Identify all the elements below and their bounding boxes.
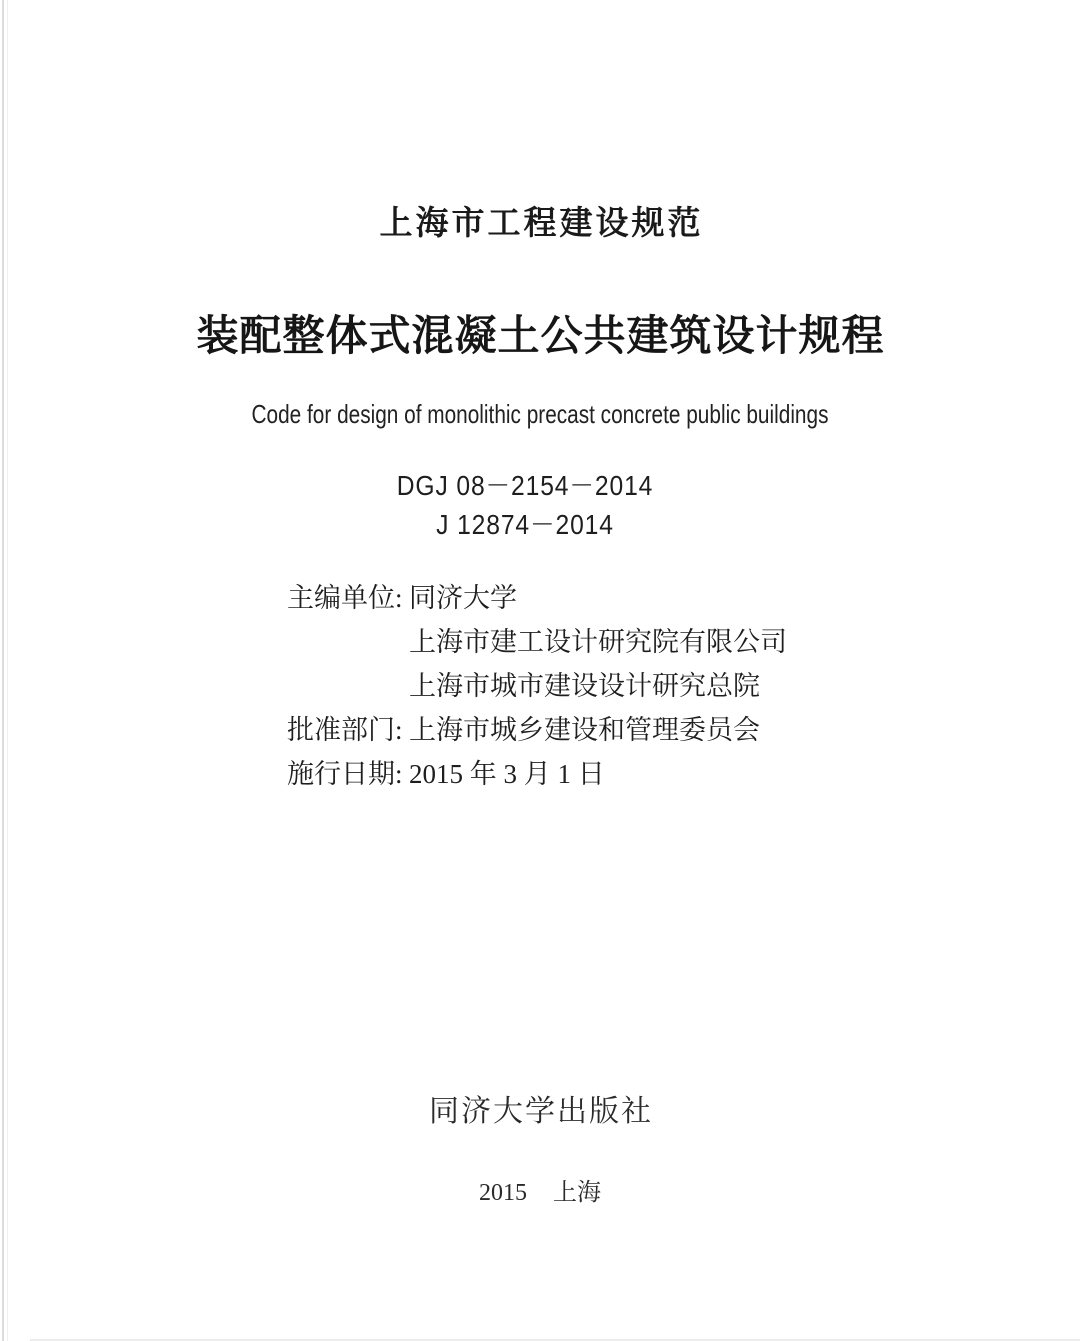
metadata-label: 施行日期: <box>287 759 403 789</box>
metadata-row-coeditor-2 <box>287 664 787 708</box>
metadata-value: 上海市建工设计研究院有限公司 <box>409 627 787 657</box>
standard-codes <box>50 466 1000 544</box>
document-title-chinese: 装配整体式混凝土公共建筑设计规程 <box>196 312 885 359</box>
metadata-value: 上海市城市建设设计研究总院 <box>409 671 760 701</box>
metadata-row-chief-editor <box>287 576 787 620</box>
scan-edge-line <box>2 0 4 1341</box>
imprint-year: 2015 <box>479 1180 527 1206</box>
scan-edge-line-faint <box>7 0 8 1341</box>
metadata-block <box>287 576 787 796</box>
imprint-city: 上海 <box>553 1180 601 1206</box>
metadata-row-coeditor-1 <box>287 620 787 664</box>
standard-code-primary: DGJ 08－2154－2014 <box>396 470 654 501</box>
metadata-label: 批准部门: <box>287 715 403 745</box>
series-label: 上海市工程建设规范 <box>379 204 704 241</box>
metadata-row-effective-date <box>287 752 787 796</box>
metadata-value: 上海市城乡建设和管理委员会 <box>409 715 760 745</box>
standard-code-secondary: J 12874－2014 <box>436 509 614 540</box>
metadata-label <box>287 664 409 708</box>
metadata-value: 2015 年 3 月 1 日 <box>409 759 605 789</box>
metadata-label <box>287 620 409 664</box>
metadata-value: 同济大学 <box>409 583 517 613</box>
imprint-line <box>0 1179 1080 1208</box>
document-title-english: Code for design of monolithic precast concrete public buildings <box>251 399 829 429</box>
metadata-row-approval-department <box>287 708 787 752</box>
publisher-name: 同济大学出版社 <box>429 1095 653 1128</box>
metadata-label: 主编单位: <box>287 583 403 613</box>
